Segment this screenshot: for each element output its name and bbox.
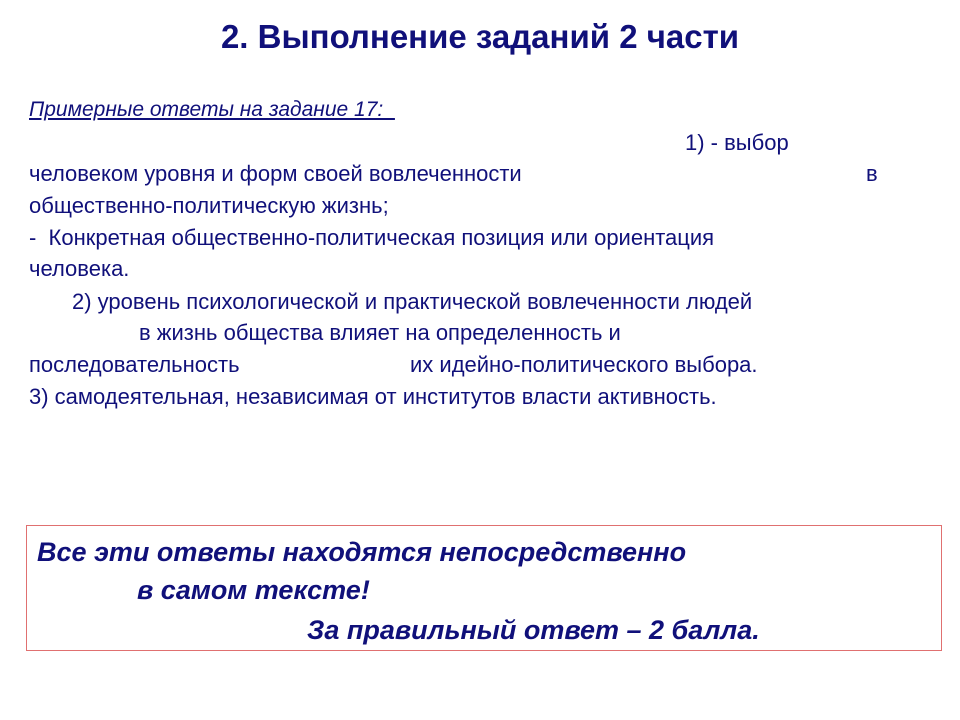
note-box (26, 525, 942, 651)
answer-line-2: человеком уровня и форм своей вовлеченности (29, 161, 522, 186)
answer-line-3: общественно-политическую жизнь; (29, 193, 389, 218)
answer-line-4: - Конкретная общественно-политическая позиция или ориентация (29, 225, 715, 250)
note-line-2: в самом тексте! (137, 575, 370, 605)
answer-line-9: 3) самодеятельная, независимая от институтов власти активность. (29, 384, 717, 409)
note-line-3: За правильный ответ – 2 балла. (307, 615, 760, 645)
answers-subtitle: Примерные ответы на задание 17: (29, 98, 395, 121)
slide-title: 2. Выполнение заданий 2 части (220, 18, 740, 55)
answer-line-8: последовательность (29, 352, 240, 377)
answer-line-6: 2) уровень психологической и практической вовлеченности людей (72, 289, 753, 314)
answer-line-8-end: их идейно-политического выбора. (410, 352, 758, 377)
answer-line-7: в жизнь общества влияет на определенность и (139, 320, 621, 345)
note-line-1: Все эти ответы находятся непосредственно (37, 537, 687, 567)
answer-line-1: 1) - выбор (685, 130, 789, 155)
answer-line-5: человека. (29, 256, 130, 281)
answer-line-2-end: в (866, 161, 878, 186)
